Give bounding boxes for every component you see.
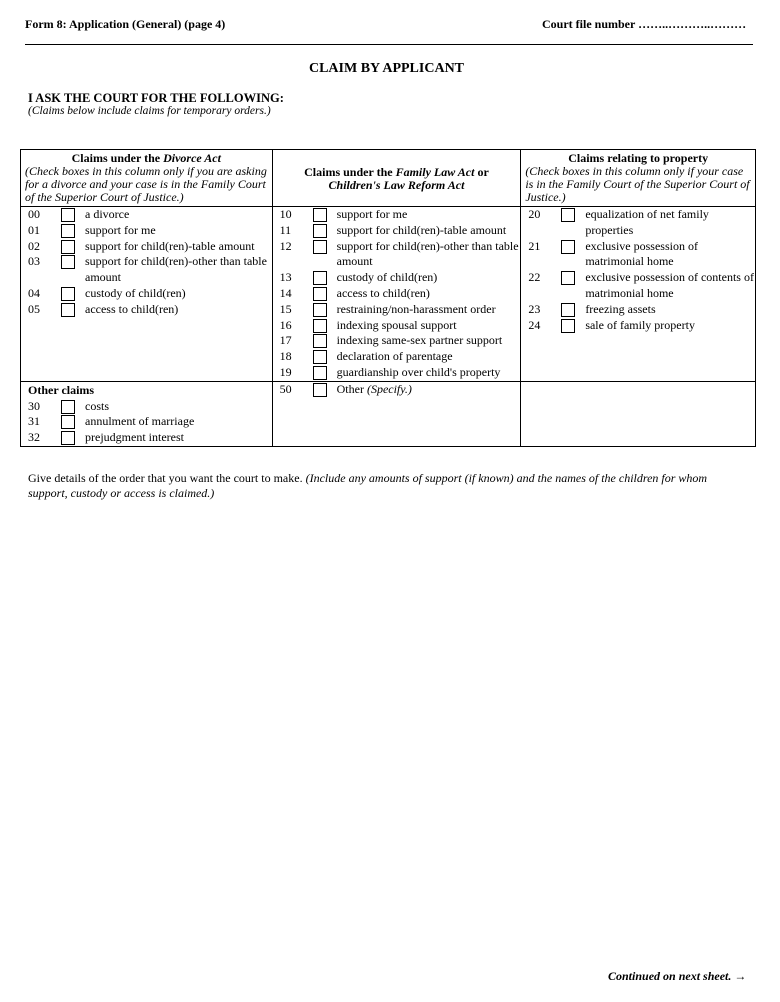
other-claims-list [21,399,272,446]
claim-label: access to child(ren) [85,301,179,316]
claim-checkbox[interactable] [313,350,327,364]
claim-checkbox[interactable] [561,271,575,285]
claim-item [273,223,521,239]
claim-item [273,207,521,223]
claim-checkbox[interactable] [61,400,75,414]
claim-label: indexing same-sex partner support [336,333,503,348]
header-divider [25,44,753,45]
claim-checkbox[interactable] [61,208,75,222]
claim-checkbox[interactable] [313,240,327,254]
claim-item-50 [273,382,521,398]
claim-label: costs [85,398,109,413]
childrens-law-reform-act-name: Children's Law Reform Act [328,177,465,192]
details-text: Give details of the order that you want the court to make. [28,471,306,485]
request-note: (Claims below include claims for temporary orders.) [28,105,271,117]
claim-item [273,318,521,334]
claim-item [21,207,272,223]
claim-label: support for child(ren)-other than table amount [85,254,267,285]
claim-label: support for me [85,222,156,237]
claim-checkbox[interactable] [561,208,575,222]
claim-label: exclusive possession of contents of matrimonial home [585,270,754,300]
claim-checkbox[interactable] [561,240,575,254]
form-title: Form 8: Application (General) (page 4) [25,17,226,31]
claim-checkbox[interactable] [61,431,75,445]
claim-item [21,414,272,430]
other-specify-cell [272,381,521,446]
claim-checkbox[interactable] [313,334,327,348]
family-heading-prefix: Claims under the [304,164,396,179]
divorce-act-name: Divorce Act [163,151,221,165]
claim-number: 19 [279,364,292,379]
claim-label: custody of child(ren) [85,285,186,300]
claim-number: 01 [28,222,40,237]
claims-table [20,149,756,447]
claim-checkbox[interactable] [61,303,75,317]
divorce-claims-list [21,207,273,382]
family-column-header [272,150,521,207]
claim-item [21,430,272,446]
claim-label: a divorce [85,207,130,221]
page-title: CLAIM BY APPLICANT [308,61,465,76]
continued-note: Continued on next sheet. → [608,969,747,983]
claim-number: 24 [528,317,541,332]
claim-item [21,286,272,302]
claim-number: 18 [279,349,292,364]
claim-item [521,207,755,239]
claim-number: 14 [279,285,292,300]
claim-label: support for me [336,207,408,221]
claim-checkbox[interactable] [313,271,327,285]
order-details-instructions [28,471,748,500]
family-heading-or: or [474,164,489,179]
claim-item [273,286,521,302]
request-heading: I ASK THE COURT FOR THE FOLLOWING: [28,91,284,105]
family-claims-list [272,207,521,382]
claim-checkbox[interactable] [313,224,327,238]
claim-checkbox[interactable] [561,303,575,317]
claim-label: restraining/non-harassment order [336,301,496,316]
claim-label: support for child(ren)-table amount [336,222,507,237]
divorce-column-note: (Check boxes in this column only if you are asking for a divorce and your case is in the Family Court of the Superior Court of Justice.) [25,164,267,204]
court-file-number-field[interactable]: Court file number ……..………..……… [542,17,747,31]
property-claims-list [521,207,756,382]
claim-label: indexing spousal support [336,317,457,332]
claim-number: 02 [28,238,40,253]
claim-label: prejudgment interest [85,430,184,445]
claim-item [521,302,755,318]
claim-number: 50 [279,381,292,396]
claim-checkbox[interactable] [61,224,75,238]
claim-number: 00 [28,207,40,221]
claim-item [21,399,272,415]
claim-label: equalization of net family properties [585,207,709,237]
claim-item [521,239,755,271]
claim-item [21,239,272,255]
claim-label: sale of family property [585,317,695,332]
claim-number: 31 [28,414,40,429]
family-law-act-name: Family Law Act [395,164,475,179]
claim-number: 21 [528,238,541,253]
claim-label: freezing assets [585,301,656,316]
claim-number: 17 [279,333,292,348]
claim-item [273,365,521,381]
claim-checkbox[interactable] [61,240,75,254]
empty-cell [521,381,756,446]
claim-item [273,239,521,271]
claim-checkbox[interactable] [313,303,327,317]
claim-number: 11 [279,222,292,237]
claim-label: guardianship over child's property [336,364,501,379]
claim-label: support for child(ren)-other than table amount [336,238,519,269]
claim-label: declaration of parentage [336,349,453,364]
claim-checkbox[interactable] [61,415,75,429]
claim-number: 22 [528,270,541,285]
claim-item [273,349,521,365]
claim-number: 03 [28,254,40,269]
claim-number: 15 [279,301,292,316]
claim-label: Other [336,381,367,396]
claim-item [521,318,755,334]
claim-label: annulment of marriage [85,414,195,429]
property-heading: Claims relating to property [568,151,709,165]
claim-number: 30 [28,398,40,413]
claim-number: 05 [28,301,40,316]
claim-item [273,333,521,349]
claim-item [21,254,272,286]
claim-item [21,223,272,239]
claim-label: exclusive possession of matrimonial home [585,238,698,269]
claim-item [273,302,521,318]
divorce-heading-prefix: Claims under the [71,151,164,165]
claim-number: 12 [279,238,292,253]
claim-checkbox[interactable] [561,319,575,333]
claim-number: 10 [279,207,292,221]
claim-checkbox[interactable] [61,287,75,301]
claim-label: access to child(ren) [336,285,430,300]
property-column-note: (Check boxes in this column only if your case is in the Family Court of the Superior Court of Justice.) [525,164,750,204]
claim-item [273,270,521,286]
other-claims-cell [21,381,273,446]
claim-checkbox[interactable] [313,383,327,397]
details-note: (Include any amounts of support (if known) and the names of the children for whom support, custody or access is claimed.) [28,471,708,500]
claim-checkbox[interactable] [313,366,327,380]
claim-number: 13 [279,270,292,285]
claim-number: 16 [279,317,292,332]
claim-item [521,270,755,302]
claim-label: support for child(ren)-table amount [85,238,255,253]
other-claims-heading: Other claims [28,382,95,397]
claim-number: 04 [28,285,40,300]
divorce-column-header [21,150,273,207]
property-column-header [521,150,756,207]
claim-checkbox[interactable] [61,255,75,269]
claim-item [21,302,272,318]
claim-checkbox[interactable] [313,319,327,333]
specify-note: (Specify.) [366,381,412,396]
claim-number: 23 [528,301,541,316]
claim-checkbox[interactable] [313,287,327,301]
claim-number: 32 [28,430,40,445]
claim-label: custody of child(ren) [336,270,438,285]
claim-number: 20 [528,207,541,221]
claim-checkbox[interactable] [313,208,327,222]
